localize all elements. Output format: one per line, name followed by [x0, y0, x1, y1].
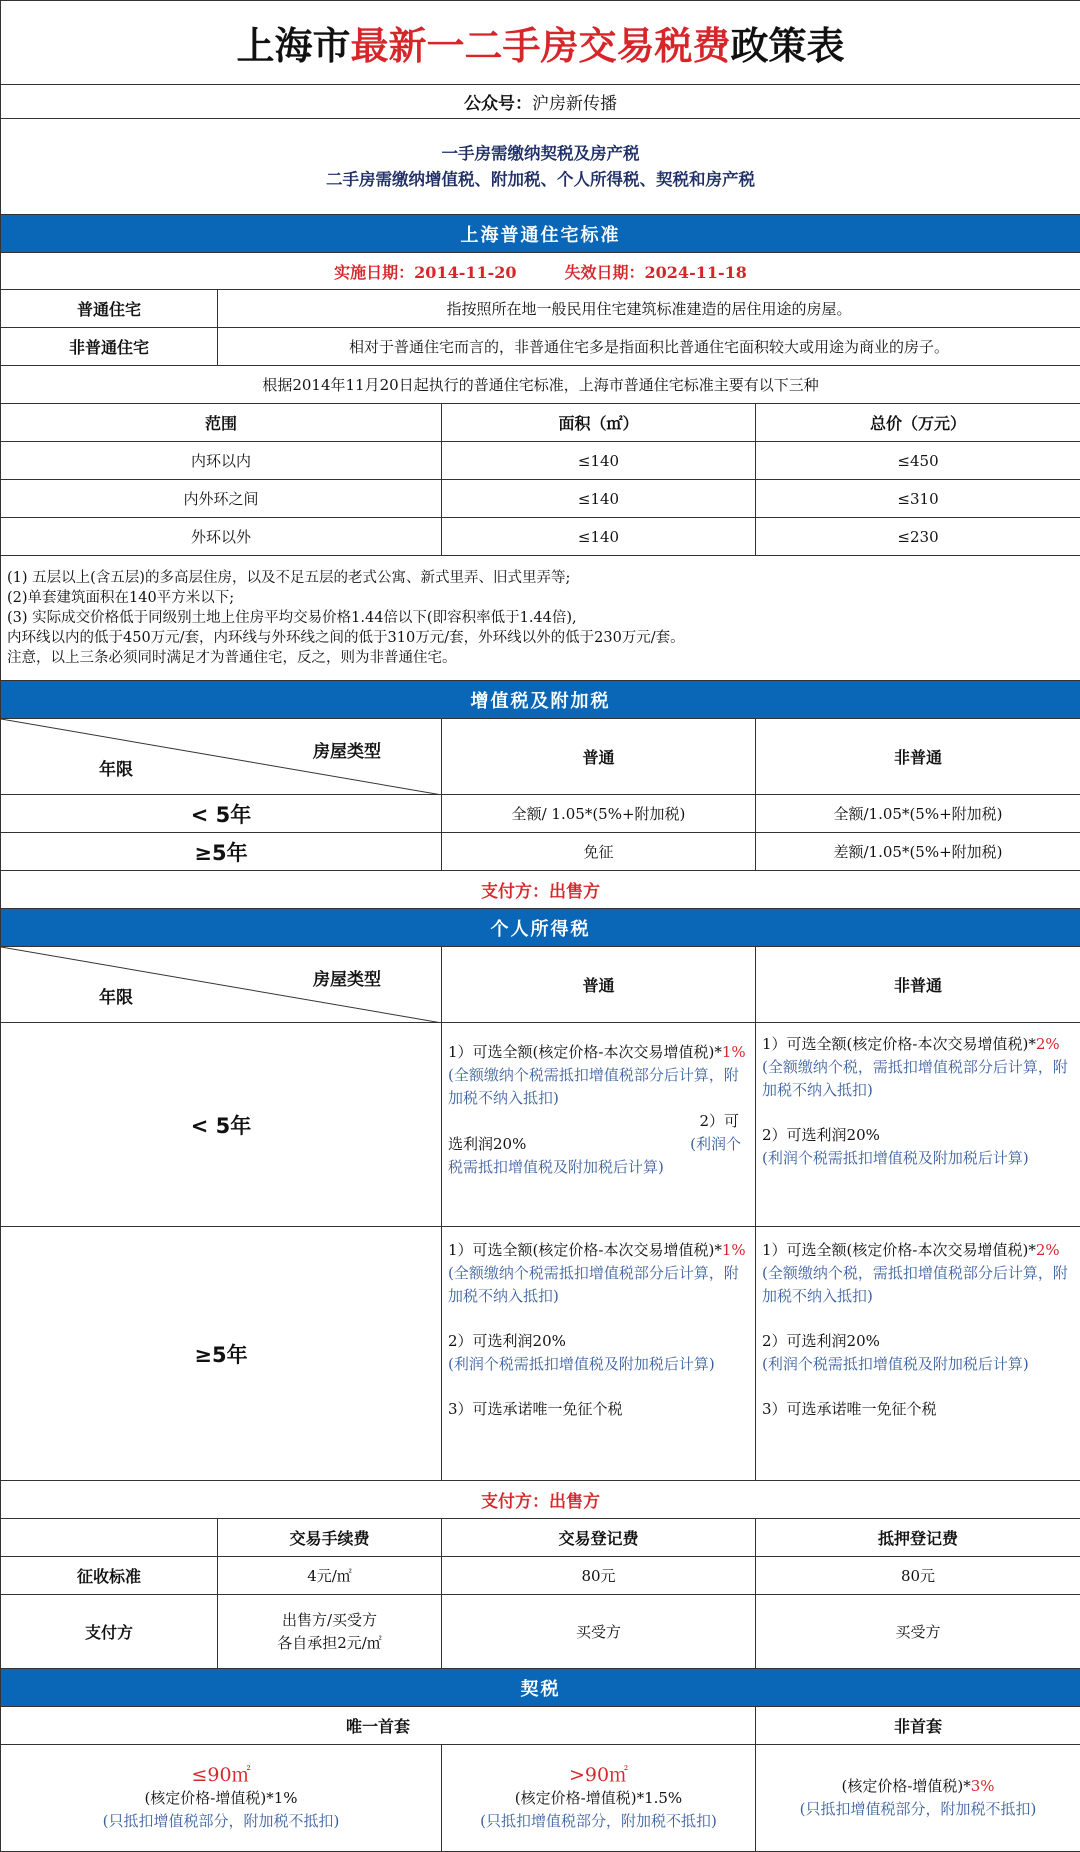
- note-line: (1) 五层以上(含五层)的多高层住房，以及不足五层的老式公寓、新式里弄、旧式里弄等;: [7, 568, 1074, 588]
- col-header-area: 面积（㎡）: [442, 404, 756, 442]
- table-row: [1, 795, 1080, 833]
- income-nonnormal-lt5: [756, 1023, 1080, 1227]
- option-text: 1）可选全额(核定价格-本次交易增值税)*: [448, 1241, 722, 1259]
- rate-text: 2%: [1036, 1241, 1060, 1259]
- summary-line-1: 一手房需缴纳契税及房产税: [7, 141, 1074, 167]
- col-header-price: 总价（万元）: [756, 404, 1080, 442]
- option-text: 1）可选全额(核定价格-本次交易增值税)*: [448, 1043, 722, 1061]
- note-text: 税需抵扣增值税及附加税后计算): [448, 1156, 749, 1179]
- def-desc-nonnormal: 相对于普通住宅而言的，非普通住宅多是指面积比普通住宅面积较大或用途为商业的房子。: [218, 328, 1080, 366]
- income-normal-ge5: [442, 1227, 756, 1481]
- fee-cell: 80元: [756, 1557, 1080, 1595]
- title-suffix: 政策表: [731, 24, 845, 68]
- section-header-vat: 增值税及附加税: [1, 681, 1080, 719]
- price-cell: ≤230: [756, 518, 1080, 556]
- note-line: 内环线以内的低于450万元/套，内环线与外环线之间的低于310万元/套，外环线以外的低于230万元/套。: [7, 628, 1074, 648]
- fee-col-mortgage: 抵押登记费: [756, 1519, 1080, 1557]
- range-cell: 内环以内: [1, 442, 442, 480]
- table-row: [1, 1227, 1080, 1481]
- income-term-ge5: ≥5年: [1, 1227, 442, 1481]
- fee-cell: 80元: [442, 1557, 756, 1595]
- size-text: ≤90㎡: [7, 1764, 435, 1787]
- option-text: 2）可选利润20%: [762, 1330, 1074, 1353]
- section-header-income-tax: 个人所得税: [1, 909, 1080, 947]
- rate-text: 1%: [722, 1043, 746, 1061]
- table-row: [1, 833, 1080, 871]
- note-text: (全额缴纳个税需抵扣增值税部分后计算，附加税不纳入抵扣): [448, 1262, 749, 1308]
- income-normal-lt5: [442, 1023, 756, 1227]
- fee-col-registration: 交易登记费: [442, 1519, 756, 1557]
- note-line: 注意，以上三条必须同时满足才为普通住宅，反之，则为非普通住宅。: [7, 648, 1074, 668]
- def-term-nonnormal: 非普通住宅: [1, 328, 218, 366]
- fees-corner: [1, 1519, 218, 1557]
- note-text: (利润个税需抵扣增值税及附加税后计算): [762, 1147, 1074, 1170]
- range-cell: 外环以外: [1, 518, 442, 556]
- option-text: 1）可选全额(核定价格-本次交易增值税)*: [762, 1241, 1036, 1259]
- note-text: (全额缴纳个税需抵扣增值税部分后计算，附加税不纳入抵扣): [448, 1064, 749, 1110]
- standard-dates: [1, 253, 1080, 290]
- table-row: [1, 1745, 1080, 1852]
- option-text: 2）可选利润20%: [762, 1124, 1074, 1147]
- diag-years: 年限: [99, 983, 133, 1008]
- wechat-label: 公众号：: [464, 94, 532, 114]
- vat-col-nonnormal: 非普通: [756, 719, 1080, 795]
- range-cell: 内外环之间: [1, 480, 442, 518]
- deed-small: [1, 1745, 442, 1852]
- title-prefix: 上海市: [237, 24, 351, 68]
- income-diagonal-header: [1, 947, 442, 1023]
- area-cell: ≤140: [442, 480, 756, 518]
- note-text: (利润个: [690, 1133, 749, 1156]
- area-cell: ≤140: [442, 442, 756, 480]
- area-cell: ≤140: [442, 518, 756, 556]
- standard-notes: [1, 556, 1080, 681]
- deed-nonfirst: [756, 1745, 1080, 1852]
- wechat-name: 沪房新传播: [532, 94, 617, 114]
- summary-line-2: 二手房需缴纳增值税、附加税、个人所得税、契税和房产税: [7, 167, 1074, 193]
- note-text: (全额缴纳个税，需抵扣增值税部分后计算，附加税不纳入抵扣): [762, 1262, 1074, 1308]
- size-text: >90㎡: [444, 1764, 753, 1787]
- income-nonnormal-ge5: [756, 1227, 1080, 1481]
- note-line: (2)单套建筑面积在140平方米以下;: [7, 588, 1074, 608]
- vat-payer: 支付方：出售方: [1, 871, 1080, 909]
- deed-col-nonfirst: 非首套: [756, 1707, 1080, 1745]
- fee-row-standard: 征收标准: [1, 1557, 218, 1595]
- income-col-normal: 普通: [442, 947, 756, 1023]
- note-text: (全额缴纳个税，需抵扣增值税部分后计算，附加税不纳入抵扣): [762, 1056, 1074, 1102]
- fee-row-payer: 支付方: [1, 1595, 218, 1669]
- note-text: (只抵扣增值税部分，附加税不抵扣): [758, 1798, 1078, 1821]
- col-header-range: 范围: [1, 404, 442, 442]
- vat-nonnormal-ge5: 差额/1.05*(5%+附加税): [756, 833, 1080, 871]
- page-title: [1, 1, 1080, 85]
- note-line: (3) 实际成交价格低于同级别土地上住房平均交易价格1.44倍以下(即容积率低于1.44倍),: [7, 608, 1074, 628]
- income-col-nonnormal: 非普通: [756, 947, 1080, 1023]
- income-payer: 支付方：出售方: [1, 1481, 1080, 1519]
- table-row: [1, 1595, 1080, 1669]
- end-date: 2024-11-18: [645, 263, 747, 282]
- fee-payer-mortgage: 买受方: [756, 1595, 1080, 1669]
- deed-large: [442, 1745, 756, 1852]
- section-header-deed-tax: 契税: [1, 1669, 1080, 1707]
- table-row: [1, 480, 1080, 518]
- fee-payer-line: 出售方/买受方: [224, 1609, 435, 1632]
- vat-normal-ge5: 免征: [442, 833, 756, 871]
- option-text: 1）可选全额(核定价格-本次交易增值税)*: [762, 1035, 1036, 1053]
- diag-house-type: 房屋类型: [313, 965, 381, 990]
- table-row: [1, 442, 1080, 480]
- standard-intro: 根据2014年11月20日起执行的普通住宅标准，上海市普通住宅标准主要有以下三种: [1, 366, 1080, 404]
- option-text: 3）可选承诺唯一免征个税: [448, 1398, 749, 1421]
- deed-col-only: 唯一首套: [1, 1707, 756, 1745]
- option-text: 3）可选承诺唯一免征个税: [762, 1398, 1074, 1421]
- table-row: [1, 518, 1080, 556]
- end-date-label: 失效日期：: [565, 263, 645, 282]
- option-text: 2）可: [448, 1110, 749, 1133]
- def-desc-normal: 指按照所在地一般民用住宅建筑标准建造的居住用途的房屋。: [218, 290, 1080, 328]
- note-text: (只抵扣增值税部分，附加税不抵扣): [444, 1810, 753, 1833]
- fee-payer-line: 各自承担2元/㎡: [224, 1632, 435, 1655]
- note-text: (利润个税需抵扣增值税及附加税后计算): [762, 1353, 1074, 1376]
- start-date-label: 实施日期：: [334, 263, 414, 282]
- table-row: [1, 1557, 1080, 1595]
- fee-payer-transaction: [218, 1595, 442, 1669]
- section-header-standard: 上海普通住宅标准: [1, 215, 1080, 253]
- rate-text: 3%: [971, 1777, 995, 1795]
- tax-summary: [1, 119, 1080, 215]
- vat-col-normal: 普通: [442, 719, 756, 795]
- price-cell: ≤450: [756, 442, 1080, 480]
- vat-nonnormal-lt5: 全额/1.05*(5%+附加税): [756, 795, 1080, 833]
- diag-years: 年限: [99, 755, 133, 780]
- option-text: 选利润20%: [448, 1133, 526, 1156]
- price-cell: ≤310: [756, 480, 1080, 518]
- vat-term-ge5: ≥5年: [1, 833, 442, 871]
- start-date: 2014-11-20: [414, 263, 516, 282]
- fee-col-transaction: 交易手续费: [218, 1519, 442, 1557]
- note-text: (利润个税需抵扣增值税及附加税后计算): [448, 1353, 749, 1376]
- formula-text: (核定价格-增值税)*1.5%: [444, 1787, 753, 1810]
- title-highlight: 最新一二手房交易税费: [351, 24, 731, 68]
- vat-normal-lt5: 全额/ 1.05*(5%+附加税): [442, 795, 756, 833]
- def-term-normal: 普通住宅: [1, 290, 218, 328]
- table-row: [1, 1023, 1080, 1227]
- wechat-account: [1, 85, 1080, 119]
- vat-diagonal-header: [1, 719, 442, 795]
- note-text: (只抵扣增值税部分，附加税不抵扣): [7, 1810, 435, 1833]
- fee-cell: 4元/㎡: [218, 1557, 442, 1595]
- income-term-lt5: < 5年: [1, 1023, 442, 1227]
- diag-house-type: 房屋类型: [313, 737, 381, 762]
- option-text: 2）可选利润20%: [448, 1330, 749, 1353]
- formula-text: (核定价格-增值税)*1%: [7, 1787, 435, 1810]
- formula-text: (核定价格-增值税)*: [841, 1777, 970, 1795]
- rate-text: 2%: [1036, 1035, 1060, 1053]
- rate-text: 1%: [722, 1241, 746, 1259]
- vat-term-lt5: < 5年: [1, 795, 442, 833]
- fee-payer-registration: 买受方: [442, 1595, 756, 1669]
